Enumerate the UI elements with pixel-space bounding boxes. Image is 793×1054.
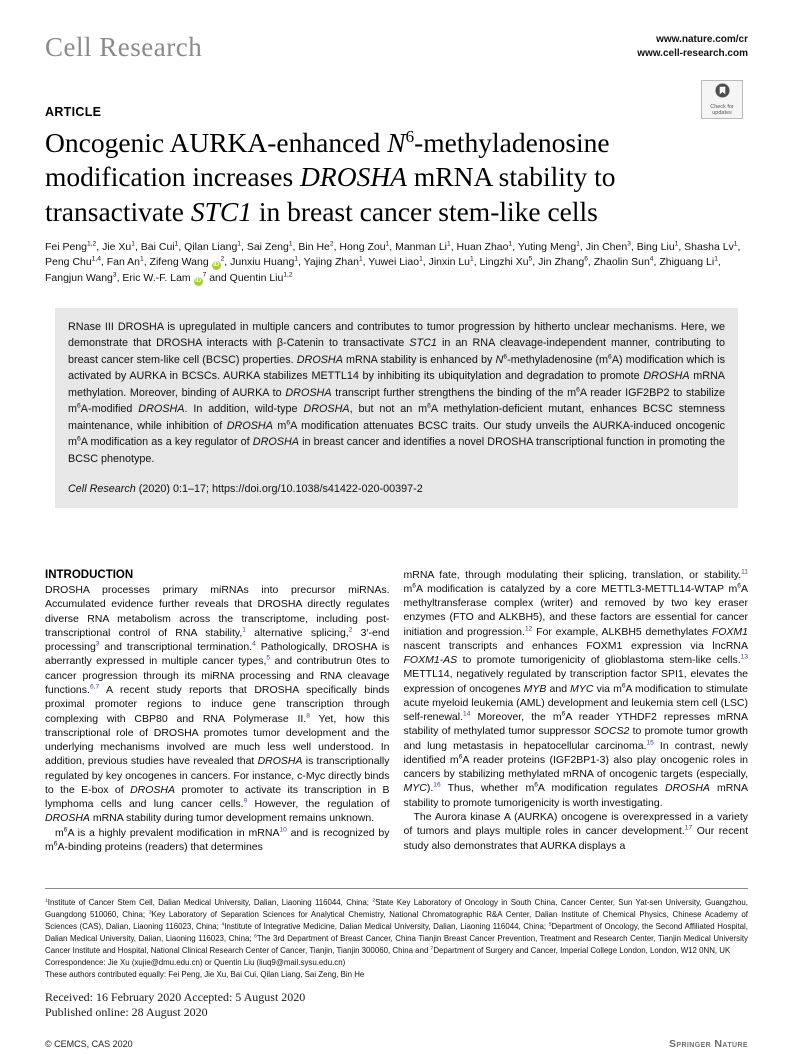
check-badge-label: Check for updates <box>710 103 734 116</box>
url-nature[interactable]: www.nature.com/cr <box>656 34 748 45</box>
copyright-line: © CEMCS, CAS 2020 <box>45 1038 133 1049</box>
intro-paragraph-4: The Aurora kinase A (AURKA) oncogene is overexpressed in a variety of tumors and plays multiple roles in cancer development.$^{17}$ Our recent study also demonstrates that AURKA displays a <box>403 811 748 852</box>
left-column <box>45 568 390 885</box>
affiliations: $^1$Institute of Cancer Stem Cell, Dalian Medical University, Dalian, Liaoning 116044, China; $^2$State Key Laboratory of Oncology in South China, Cancer Center, Sun Yat-sen University, Guangzhou, Guangdong 510060, China; $^3$Key Laboratory of Separation Sciences for Analytical Chemistry, National Chromatographic R&A Center, Dalian Institute of Chemical Physics, Chinese Academy of Sciences (CAS), Dalian, Liaoning 116023, China; $^4$Institute of Integrative Medicine, Dalian Medical University, Dalian, Liaoning 116044, China; $^5$Department of Oncology, the Second Affiliated Hospital, Dalian Medical University, Dalian, Liaoning 116023, China; $^6$The 3rd Department of Breast Cancer, China Tianjin Breast Cancer Prevention, Treatment and Research Center, Tianjin Medical University Cancer Institute and Hospital, National Clinical Research Center of Cancer, Tianjin, Tianjin 300060, China and $^7$Department of Surgery and Cancer, Imperial College London, London, W12 0NN, UK <box>45 897 748 955</box>
right-column <box>404 568 749 885</box>
correspondence-line: Correspondence: Jie Xu (xujie@dmu.edu.cn) or Quentin Liu (liuq9@mail.sysu.edu.cn) <box>45 957 346 967</box>
received-accepted-line: Received: 16 February 2020 Accepted: 5 August 2020 <box>45 989 306 1004</box>
springer-nature-logo: Springer Nature <box>669 1037 748 1050</box>
author-list: Fei Peng$^{1,2}$, Jie Xu$^1$, Bai Cui$^1$, Qilan Liang$^1$, Sai Zeng$^1$, Bin He$^2$, Hong Zou$^1$, Manman Li$^1$, Huan Zhao$^1$, Yuting Meng$^1$, Jin Chen$^3$, Bing Liu$^1$, Shasha Lv$^1$, Peng Chu$^{1,4}$, Fan An$^1$, Zifeng Wang $iD^2$, Junxiu Huang$^1$, Yajing Zhan$^1$, Yuwei Liao$^1$, Jinxin Lu$^1$, Lingzhi Xu$^5$, Jin Zhang$^6$, Zhaolin Sun$^4$, Zhiguang Li$^1$, Fangjun Wang$^3$, Eric W.-F. Lam $iD^7$ and Quentin Liu$^{1,2}$ <box>45 240 741 285</box>
footnotes <box>45 897 748 981</box>
citation-doi-line[interactable]: Cell Research (2020) 0:1–17; https://doi.org/10.1038/s41422-020-00397-2 <box>68 482 423 495</box>
published-online-line: Published online: 28 August 2020 <box>45 1005 208 1020</box>
intro-paragraph-3: mRNA fate, through modulating their splicing, translation, or stability.$^{11}$ $m^6A$ modification is catalyzed by a core METTL3-METTL14-WTAP $m^6A$ methyltransferase complex (writer) and removed by two key eraser enzymes (FTO and ALKBH5), and these factors are essential for cancer initiation and progression.$^{12}$ For example, ALKBH5 demethylates FOXM1 nascent transcripts and enhances FOXM1 expression via lncRNA FOXM1-AS to promote tumorigenicity of glioblastoma stem-like cells.$^{13}$ METTL14, negatively regulated by transcription factor SPI1, elevates the expression of oncogenes MYB and MYC via $m^6A$ modification to stimulate acute myeloid leukemia (AML) development and leukemia stem cell (LSC) self-renewal.$^{14}$ Moreover, the $m^6A$ reader YTHDF2 represses mRNA stability of methylated tumor suppressor SOCS2 to promote tumor growth and lung metastasis in hepatocellular carcinoma.$^{15}$ In contrast, newly identified $m^6A$ reader proteins (IGF2BP1-3) also play oncogenic roles in cancers by stabilizing methylated mRNA of oncogenic targets (especially, MYC).$^{16}$ Thus, whether $m^6A$ modification regulates DROSHA mRNA stability to promote tumorigenicity is worth investigating. <box>403 568 748 809</box>
intro-paragraph-1: DROSHA processes primary miRNAs into precursor miRNAs. Accumulated evidence further reveals that DROSHA directly regulates diverse RNA metabolism across the transcriptome, including post-transcriptional control of RNA stability,$^1$ alternative splicing,$^2$ 3′-end processing$^3$ and transcriptional termination.$^4$ Pathologically, DROSHA is aberrantly expressed in multiple cancer types,$^5$ and contributrun 0tes to cancer progression through its miRNA processing and RNA cleavage functions.$^{6,7}$ A recent study reports that DROSHA specifically binds proximal promoter regions to induce gene transcription through complexing with CBP80 and RNA Polymerase II.$^8$ Yet, how this transcriptional role of DROSHA promotes tumor development and the underlying mechanisms involved are much less well understood. In addition, previous studies have revealed that DROSHA is transcriptionally regulated by key oncogenes in cancers. For instance, c-Myc directly binds to the E-box of DROSHA promoter to activate its transcription in B lymphoma cells and lung cancer cells.$^9$ However, the regulation of DROSHA mRNA stability during tumor development remains unknown. <box>45 584 390 825</box>
orcid-icon[interactable]: iD <box>195 278 202 285</box>
title-line-3: transactivate STC1 in breast cancer stem-like cells <box>45 195 598 227</box>
url-cell-research[interactable]: www.cell-research.com <box>637 47 748 59</box>
introduction-heading: INTRODUCTION <box>45 568 134 581</box>
abstract-box <box>55 308 738 508</box>
journal-urls <box>637 33 748 60</box>
footnote-divider <box>45 888 748 889</box>
title-line-1: Oncogenic AURKA-enhanced $N^6$-methyladenosine <box>45 126 610 158</box>
abstract-text: RNase III DROSHA is upregulated in multiple cancers and contributes to tumor progression by hitherto unclear mechanisms. Here, we demonstrate that DROSHA interacts with β-Catenin to transactivate STC1 in an RNA cleavage-independent manner, contributing to breast cancer stem-like cell (BCSC) properties. DROSHA mRNA stability is enhanced by $N^6$-methyladenosine $(m^6A)$ modification which is activated by AURKA in BCSCs. AURKA stabilizes METTL14 by inhibiting its ubiquitylation and degradation to promote DROSHA mRNA methylation. Moreover, binding of AURKA to DROSHA transcript further strengthens the binding of the $m^6A$ reader IGF2BP2 to stabilize $m^6A$-modified DROSHA. In addition, wild-type DROSHA, but not an $m^6A$ methylation-deficient mutant, enhances BCSC stemness maintenance, while inhibition of DROSHA $m^6A$ modification attenuates BCSC traits. Our study unveils the AURKA-induced oncogenic $m^6A$ modification as a key regulator of DROSHA in breast cancer and identifies a novel DROSHA transcriptional function in promoting the BCSC phenotype. <box>68 320 726 465</box>
crossmark-icon <box>715 83 730 103</box>
title-line-2: modification increases DROSHA mRNA stability to <box>45 161 616 193</box>
journal-logo: Cell Research <box>45 32 203 62</box>
intro-paragraph-2: $m^6A$ is a highly prevalent modification in mRNA$^{10}$ and is recognized by $m^6A$-binding proteins (readers) that determines <box>45 826 390 853</box>
masthead <box>45 33 748 63</box>
equal-contribution-line: These authors contributed equally: Fei Peng, Jie Xu, Bai Cui, Qilan Liang, Sai Zeng, Bin He <box>45 969 365 979</box>
check-for-updates-badge[interactable] <box>701 80 743 119</box>
introduction-columns <box>45 568 748 885</box>
orcid-icon[interactable]: iD <box>213 262 220 269</box>
page-footer <box>45 1038 748 1050</box>
paper-title <box>45 126 735 230</box>
article-type-label: ARTICLE <box>45 104 102 119</box>
article-dates <box>45 990 748 1021</box>
